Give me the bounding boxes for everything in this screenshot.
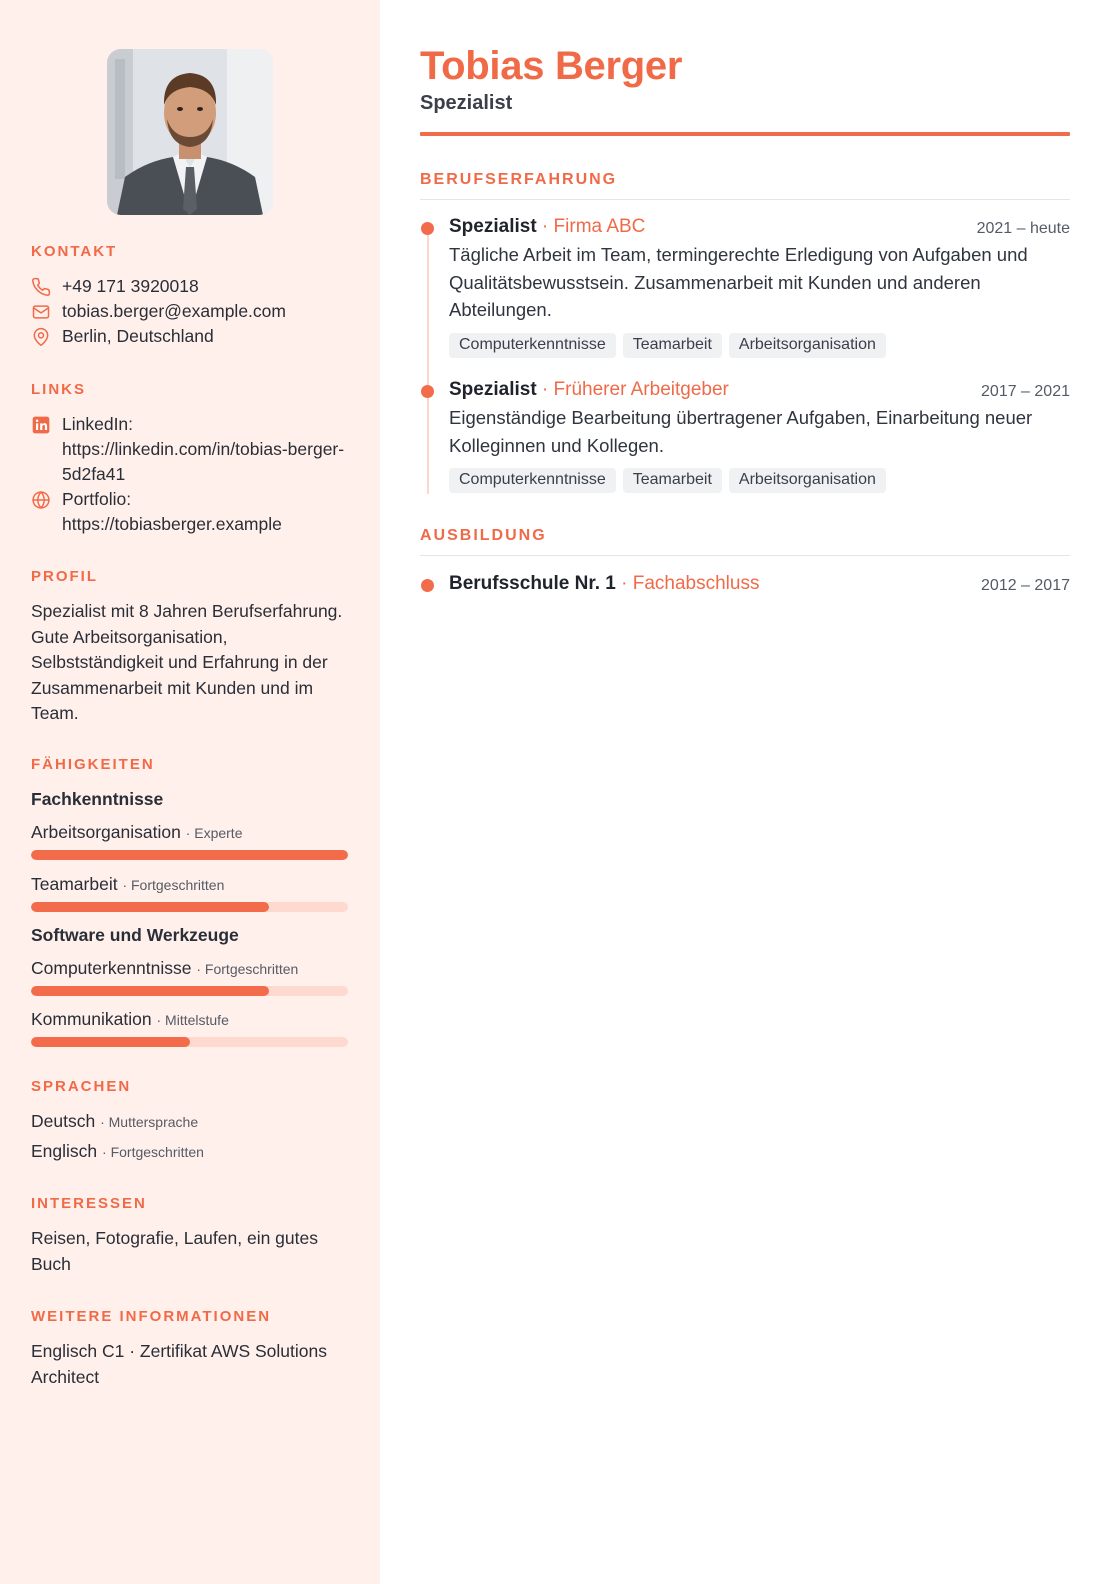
contact-phone bbox=[31, 276, 199, 297]
links-heading: LINKS bbox=[31, 381, 86, 398]
skill-tag: Computerkenntnisse bbox=[449, 468, 616, 493]
skill-item bbox=[31, 1009, 229, 1030]
language-item bbox=[31, 1141, 204, 1162]
language-level: · Fortgeschritten bbox=[102, 1144, 204, 1160]
phone-icon bbox=[31, 277, 51, 297]
job-dates: 2017 – 2021 bbox=[981, 383, 1070, 400]
skill-level: · Fortgeschritten bbox=[196, 961, 299, 977]
phone-text[interactable]: +49 171 3920018 bbox=[62, 276, 199, 296]
education-separator: · bbox=[615, 573, 633, 594]
interests-text: Reisen, Fotografie, Laufen, ein gutes Buch bbox=[31, 1228, 318, 1274]
experience-divider bbox=[420, 199, 1070, 200]
job-title bbox=[449, 379, 729, 401]
language-item bbox=[31, 1111, 198, 1132]
skill-name: Teamarbeit bbox=[31, 874, 118, 894]
job-description: Eigenständige Bearbeitung übertragener Aufgaben, Einarbeitung neuer Kolleginnen und Kollegen. bbox=[449, 407, 1033, 456]
contact-email bbox=[31, 301, 286, 322]
education-title bbox=[449, 573, 759, 595]
skill-item bbox=[31, 958, 298, 979]
linkedin-link bbox=[31, 412, 351, 487]
education-school: Berufsschule Nr. 1 bbox=[449, 573, 616, 594]
header-divider bbox=[420, 132, 1070, 136]
skill-bar-fill bbox=[31, 902, 269, 912]
languages-heading: SPRACHEN bbox=[31, 1078, 132, 1095]
skills-heading: FÄHIGKEITEN bbox=[31, 756, 155, 773]
skill-name: Kommunikation bbox=[31, 1009, 152, 1029]
portfolio-url[interactable]: https://tobiasberger.example bbox=[62, 514, 282, 534]
education-divider bbox=[420, 555, 1070, 556]
more-info-text: Englisch C1 · Zertifikat AWS Solutions Architect bbox=[31, 1341, 327, 1387]
candidate-title: Spezialist bbox=[420, 92, 513, 114]
skill-bar bbox=[31, 850, 348, 860]
job-separator: · bbox=[536, 379, 554, 400]
skill-bar-fill bbox=[31, 986, 269, 996]
job-role: Spezialist bbox=[449, 379, 537, 400]
language-name: Englisch bbox=[31, 1141, 98, 1161]
contact-heading: KONTAKT bbox=[31, 243, 118, 260]
skill-name: Computerkenntnisse bbox=[31, 958, 192, 978]
skill-bar-fill bbox=[31, 850, 348, 860]
portfolio-link bbox=[31, 487, 351, 537]
globe-icon bbox=[31, 490, 51, 510]
candidate-name: Tobias Berger bbox=[420, 44, 683, 88]
timeline-line bbox=[427, 232, 429, 494]
job-company: Firma ABC bbox=[553, 216, 646, 237]
portfolio-label: Portfolio: bbox=[62, 489, 132, 509]
sidebar bbox=[0, 0, 380, 1584]
email-text[interactable]: tobias.berger@example.com bbox=[62, 301, 286, 321]
language-name: Deutsch bbox=[31, 1111, 96, 1131]
skill-item bbox=[31, 822, 243, 843]
linkedin-url[interactable]: https://linkedin.com/in/tobias-berger-5d2fa41 bbox=[62, 439, 345, 484]
experience-heading: BERUFSERFAHRUNG bbox=[420, 171, 618, 188]
job-tags bbox=[449, 468, 886, 493]
language-level: · Muttersprache bbox=[100, 1114, 199, 1130]
skill-tag: Teamarbeit bbox=[623, 333, 722, 358]
job-title bbox=[449, 216, 645, 238]
education-heading: AUSBILDUNG bbox=[420, 527, 547, 544]
linkedin-label: LinkedIn: bbox=[62, 414, 134, 434]
skill-level: · Fortgeschritten bbox=[122, 877, 225, 893]
profile-summary: Spezialist mit 8 Jahren Berufserfahrung. Gute Arbeitsorganisation, Selbstständigkeit und Erfahrung in der Zusammenarbeit mit Kunden und im Team. bbox=[31, 601, 343, 723]
timeline-dot bbox=[421, 579, 434, 592]
job-separator: · bbox=[536, 216, 554, 237]
job-description: Tägliche Arbeit im Team, termingerechte Erledigung von Aufgaben und Qualitätsbewusstsein. Zusammenarbeit mit Kunden und anderen Abteilungen. bbox=[449, 244, 1028, 320]
location-text: Berlin, Deutschland bbox=[62, 326, 214, 346]
mail-icon bbox=[31, 302, 51, 322]
education-degree: Fachabschluss bbox=[632, 573, 760, 594]
skill-bar-fill bbox=[31, 1037, 190, 1047]
job-role: Spezialist bbox=[449, 216, 537, 237]
map-pin-icon bbox=[31, 327, 51, 347]
skill-group-title: Fachkenntnisse bbox=[31, 789, 164, 809]
interests-heading: INTERESSEN bbox=[31, 1195, 147, 1212]
job-company: Früherer Arbeitgeber bbox=[553, 379, 729, 400]
contact-location bbox=[31, 326, 214, 347]
timeline-dot bbox=[421, 222, 434, 235]
skill-tag: Arbeitsorganisation bbox=[729, 333, 886, 358]
skill-bar bbox=[31, 986, 348, 996]
skill-group-title: Software und Werkzeuge bbox=[31, 925, 239, 945]
skill-tag: Computerkenntnisse bbox=[449, 333, 616, 358]
job-dates: 2021 – heute bbox=[976, 220, 1070, 237]
more-info-heading: WEITERE INFORMATIONEN bbox=[31, 1308, 272, 1325]
skill-name: Arbeitsorganisation bbox=[31, 822, 181, 842]
skill-tag: Teamarbeit bbox=[623, 468, 722, 493]
job-tags bbox=[449, 333, 886, 358]
education-dates: 2012 – 2017 bbox=[981, 577, 1070, 594]
skill-tag: Arbeitsorganisation bbox=[729, 468, 886, 493]
profile-photo bbox=[107, 49, 273, 215]
skill-level: · Mittelstufe bbox=[156, 1012, 229, 1028]
skill-bar bbox=[31, 902, 348, 912]
skill-item bbox=[31, 874, 224, 895]
profile-heading: PROFIL bbox=[31, 568, 98, 585]
skill-level: · Experte bbox=[185, 825, 243, 841]
linkedin-icon bbox=[31, 415, 51, 435]
timeline-dot bbox=[421, 385, 434, 398]
skill-bar bbox=[31, 1037, 348, 1047]
